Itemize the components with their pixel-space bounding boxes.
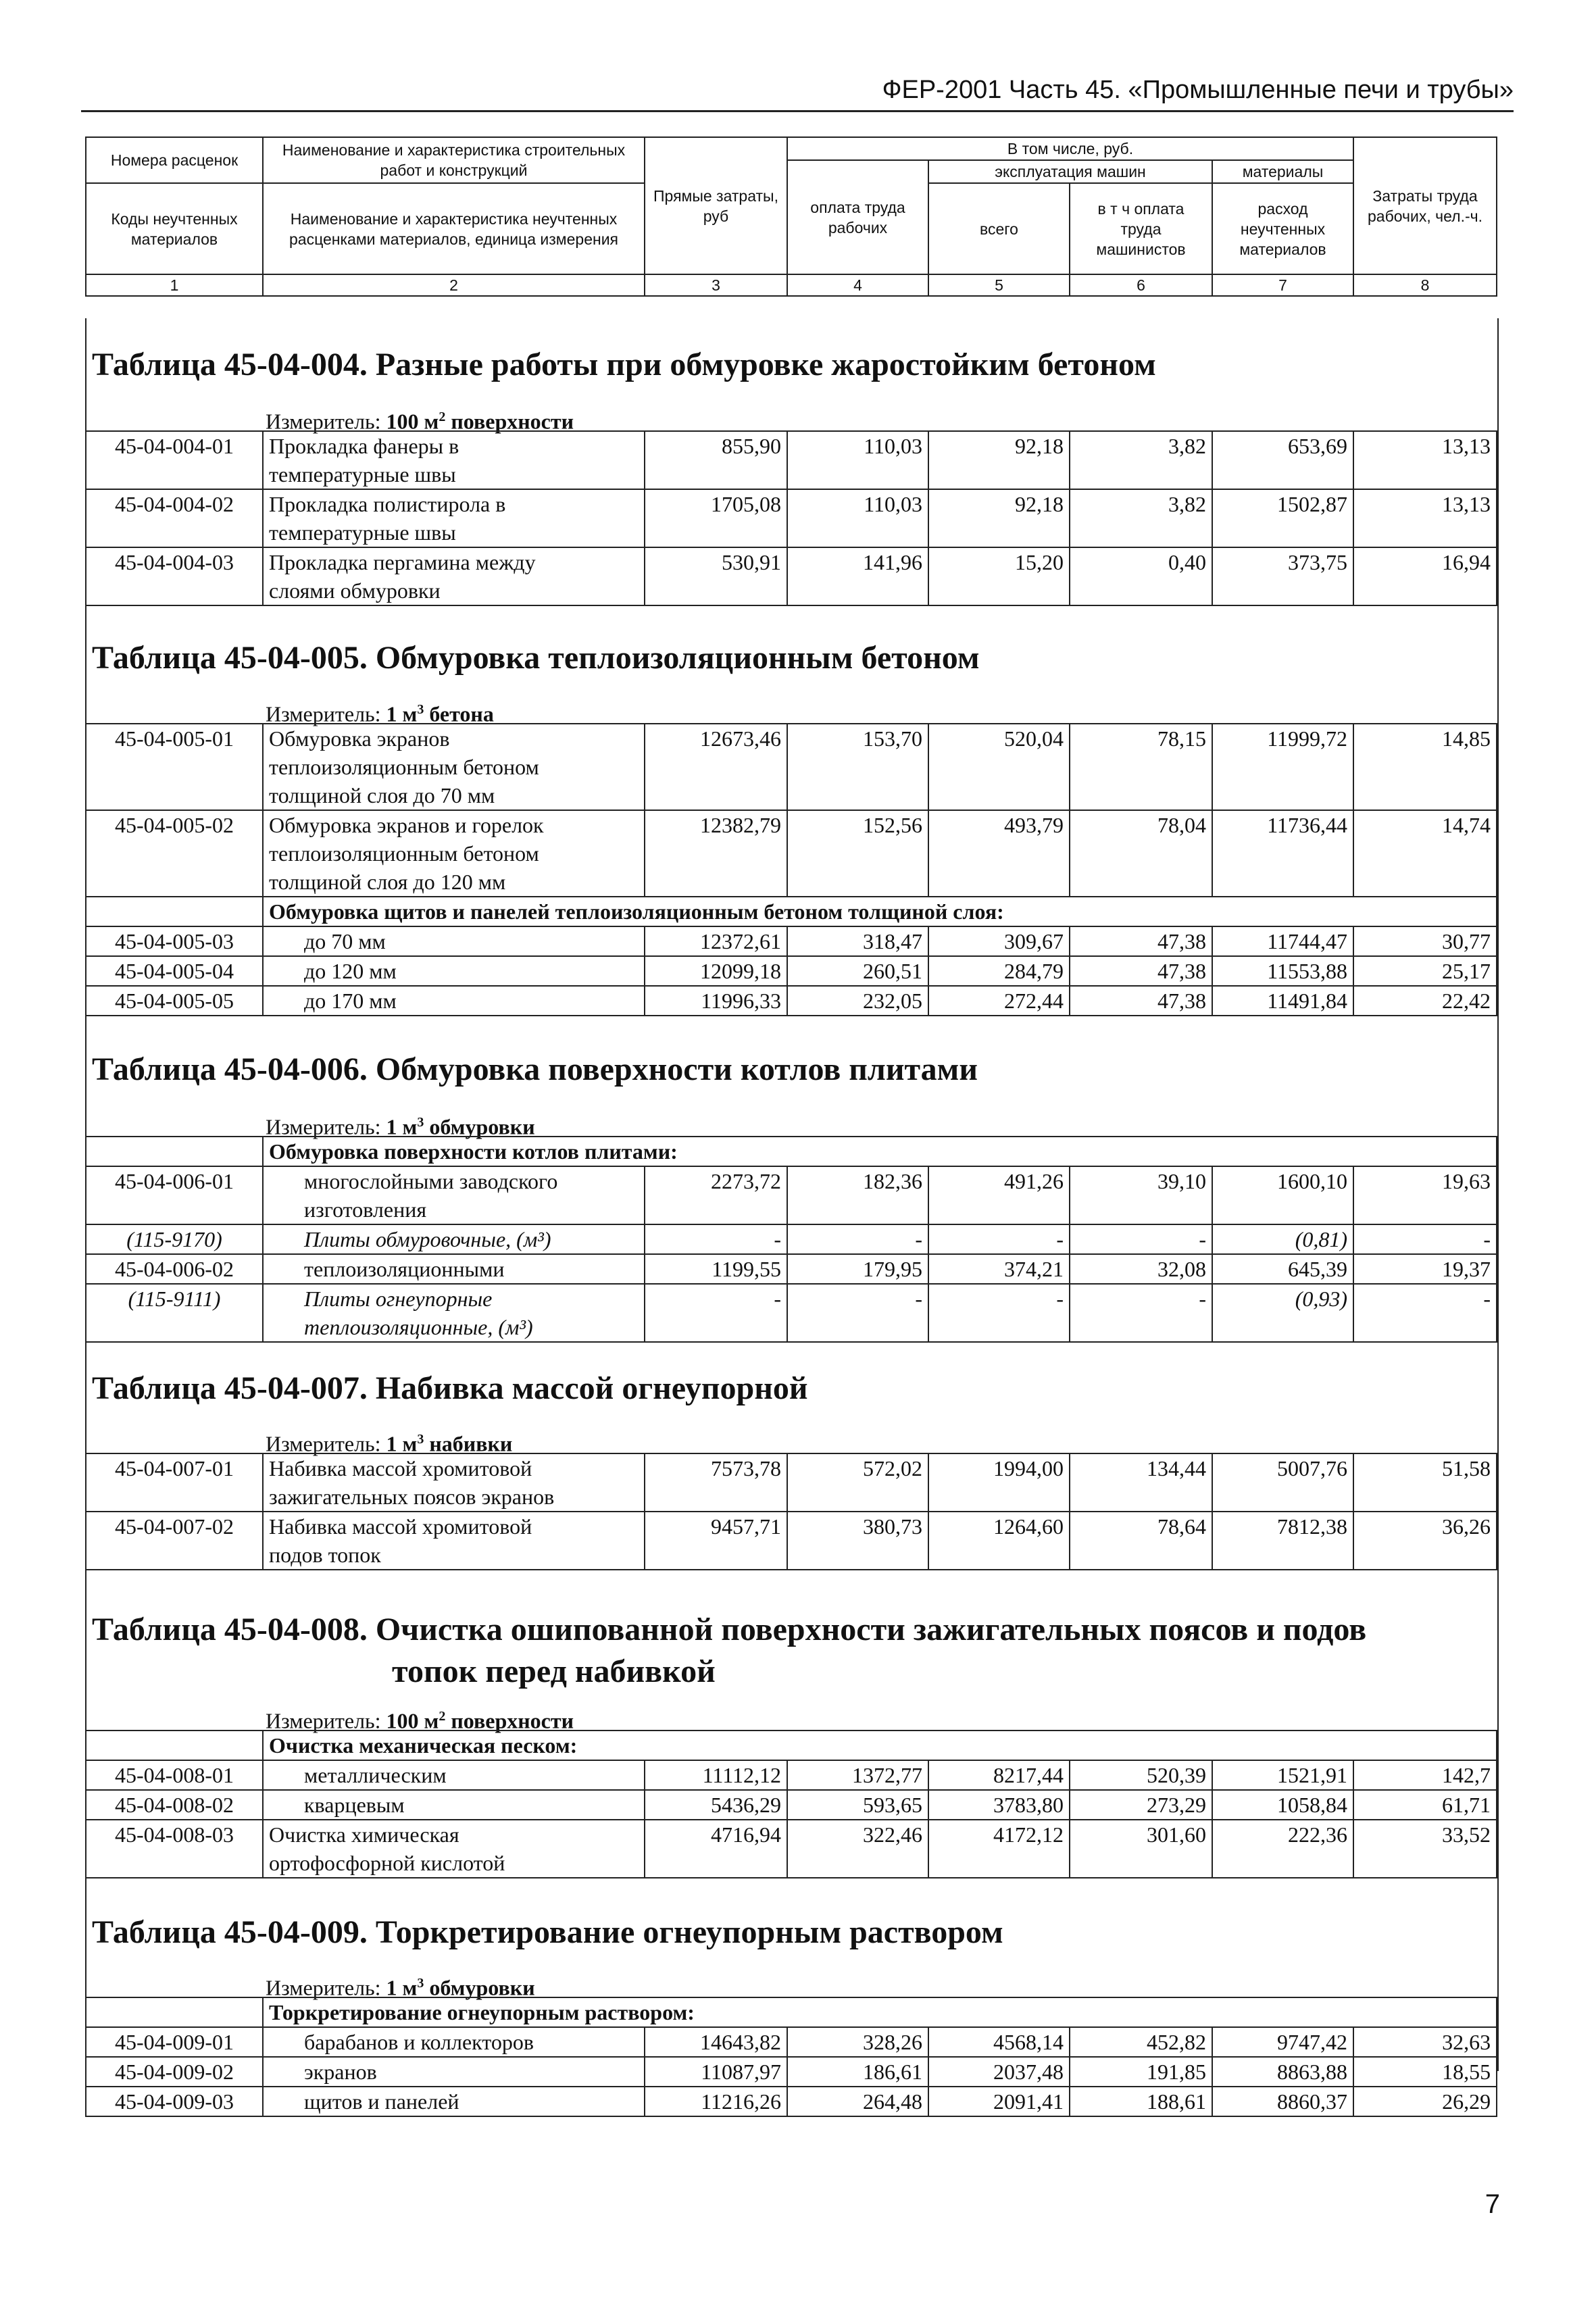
- work-description: [263, 431, 645, 489]
- work-description: [263, 1512, 645, 1570]
- col-header-including: В том числе, руб.: [787, 137, 1353, 160]
- rate-code: 45-04-005-02: [86, 810, 263, 897]
- description-line: Плиты обмуровочные, (м³): [304, 1227, 551, 1251]
- table-row: [86, 986, 1497, 1016]
- labor-pay-value: 260,51: [787, 956, 928, 986]
- work-description: [263, 1284, 645, 1342]
- machines-total-value: 2037,48: [928, 2057, 1070, 2087]
- description-line: многослойными заводского: [304, 1169, 558, 1193]
- labor-hours-value: -: [1353, 1284, 1497, 1342]
- description-line: толщиной слоя до 70 мм: [269, 783, 495, 807]
- direct-costs-value: 5436,29: [645, 1790, 787, 1820]
- unaccounted-materials-value: 7812,38: [1212, 1512, 1353, 1570]
- machines-total-value: 493,79: [928, 810, 1070, 897]
- labor-hours-value: 13,13: [1353, 431, 1497, 489]
- section-title: Таблица 45-04-005. Обмуровка теплоизоляционным бетоном: [92, 640, 980, 676]
- machinist-pay-value: 452,82: [1070, 2027, 1212, 2057]
- labor-hours-value: 51,58: [1353, 1453, 1497, 1512]
- machinist-pay-value: 47,38: [1070, 956, 1212, 986]
- table-row: [86, 810, 1497, 897]
- col-header-unaccounted-codes: Коды неучтенных материалов: [86, 183, 263, 274]
- rate-code: 45-04-009-03: [86, 2087, 263, 2116]
- table-row: [86, 926, 1497, 956]
- section-title: Таблица 45-04-008. Очистка ошипованной поверхности зажигательных поясов и подов: [92, 1612, 1367, 1647]
- column-number: 7: [1212, 274, 1353, 296]
- column-number: 5: [928, 274, 1070, 296]
- labor-hours-value: 142,7: [1353, 1760, 1497, 1790]
- work-description: [263, 986, 645, 1016]
- labor-pay-value: 182,36: [787, 1166, 928, 1224]
- rate-code: 45-04-009-01: [86, 2027, 263, 2057]
- unit-suffix: поверхности: [445, 409, 574, 434]
- table-row: [86, 1453, 1497, 1512]
- machines-total-value: 3783,80: [928, 1790, 1070, 1820]
- direct-costs-value: 7573,78: [645, 1453, 787, 1512]
- machines-total-value: 8217,44: [928, 1760, 1070, 1790]
- rate-code: 45-04-008-03: [86, 1820, 263, 1878]
- table-row: [86, 1760, 1497, 1790]
- machines-total-value: 4172,12: [928, 1820, 1070, 1878]
- table-row: [86, 1790, 1497, 1820]
- description-line: Прокладка пергамина между: [269, 550, 536, 574]
- labor-pay-value: 572,02: [787, 1453, 928, 1512]
- unit-suffix: бетона: [424, 701, 494, 726]
- labor-pay-value: 318,47: [787, 926, 928, 956]
- rate-code: 45-04-007-01: [86, 1453, 263, 1512]
- description-line: Прокладка полистирола в: [269, 492, 506, 516]
- work-description: [263, 547, 645, 605]
- unaccounted-materials-value: (0,93): [1212, 1284, 1353, 1342]
- rate-code: 45-04-005-04: [86, 956, 263, 986]
- table-row: [86, 431, 1497, 489]
- col-header-machinist-labor: в т ч оплата труда машинистов: [1070, 183, 1212, 274]
- labor-hours-value: 14,74: [1353, 810, 1497, 897]
- work-description: [263, 956, 645, 986]
- labor-pay-value: 110,03: [787, 431, 928, 489]
- rate-code: 45-04-004-03: [86, 547, 263, 605]
- unit-prefix: Измеритель:: [266, 1975, 386, 2000]
- labor-pay-value: 152,56: [787, 810, 928, 897]
- direct-costs-value: 530,91: [645, 547, 787, 605]
- section-title: Таблица 45-04-004. Разные работы при обмуровке жаростойким бетоном: [92, 347, 1156, 382]
- work-description: [263, 926, 645, 956]
- section-title-continued: топок перед набивкой: [392, 1653, 716, 1689]
- work-description: [263, 2057, 645, 2087]
- work-description: [263, 1760, 645, 1790]
- description-line: подов топок: [269, 1543, 381, 1567]
- table-subheading: Очистка механическая песком:: [263, 1731, 1497, 1760]
- labor-pay-value: 110,03: [787, 489, 928, 547]
- description-line: до 120 мм: [304, 959, 397, 983]
- labor-pay-value: 141,96: [787, 547, 928, 605]
- machines-total-value: 1264,60: [928, 1512, 1070, 1570]
- labor-hours-value: 26,29: [1353, 2087, 1497, 2116]
- machinist-pay-value: 191,85: [1070, 2057, 1212, 2087]
- subhead-spacer: [86, 1731, 263, 1760]
- labor-hours-value: 18,55: [1353, 2057, 1497, 2087]
- unaccounted-materials-value: 653,69: [1212, 431, 1353, 489]
- direct-costs-value: -: [645, 1284, 787, 1342]
- column-number: 2: [263, 274, 645, 296]
- unit-prefix: Измеритель:: [266, 409, 386, 434]
- rates-table: [85, 1136, 1497, 1343]
- description-line: до 70 мм: [304, 929, 386, 953]
- direct-costs-value: 12372,61: [645, 926, 787, 956]
- unit-prefix: Измеритель:: [266, 701, 386, 726]
- unit-exponent: 3: [417, 1432, 424, 1447]
- unaccounted-materials-value: 645,39: [1212, 1254, 1353, 1284]
- direct-costs-value: 11087,97: [645, 2057, 787, 2087]
- machinist-pay-value: 134,44: [1070, 1453, 1212, 1512]
- rate-code: 45-04-009-02: [86, 2057, 263, 2087]
- machines-total-value: 309,67: [928, 926, 1070, 956]
- column-number: 4: [787, 274, 928, 296]
- table-row: [86, 2087, 1497, 2116]
- direct-costs-value: 9457,71: [645, 1512, 787, 1570]
- rate-code: 45-04-006-01: [86, 1166, 263, 1224]
- table-subheading: Обмуровка поверхности котлов плитами:: [263, 1137, 1497, 1166]
- description-line: до 170 мм: [304, 989, 397, 1013]
- direct-costs-value: 14643,82: [645, 2027, 787, 2057]
- machines-total-value: -: [928, 1224, 1070, 1254]
- labor-pay-value: 232,05: [787, 986, 928, 1016]
- rates-table: [85, 1997, 1497, 2117]
- labor-pay-value: -: [787, 1224, 928, 1254]
- col-header-rates: Номера расценок: [86, 137, 263, 183]
- machinist-pay-value: 78,15: [1070, 724, 1212, 810]
- machines-total-value: 92,18: [928, 431, 1070, 489]
- machinist-pay-value: 78,64: [1070, 1512, 1212, 1570]
- work-description: [263, 1166, 645, 1224]
- rate-code: 45-04-007-02: [86, 1512, 263, 1570]
- labor-hours-value: 19,37: [1353, 1254, 1497, 1284]
- table-row: [86, 724, 1497, 810]
- description-line: теплоизоляционным бетоном: [269, 841, 539, 866]
- machines-total-value: 272,44: [928, 986, 1070, 1016]
- labor-pay-value: 328,26: [787, 2027, 928, 2057]
- col-header-machines: эксплуатация машин: [928, 160, 1212, 183]
- direct-costs-value: 12099,18: [645, 956, 787, 986]
- description-line: Очистка химическая: [269, 1822, 459, 1847]
- labor-pay-value: 264,48: [787, 2087, 928, 2116]
- description-line: теплоизоляционным бетоном: [269, 755, 539, 779]
- rate-code: 45-04-004-01: [86, 431, 263, 489]
- labor-pay-value: -: [787, 1284, 928, 1342]
- subhead-spacer: [86, 1997, 263, 2027]
- direct-costs-value: 11216,26: [645, 2087, 787, 2116]
- unit-suffix: поверхности: [445, 1708, 574, 1733]
- unit-suffix: обмуровки: [424, 1975, 535, 2000]
- direct-costs-value: 4716,94: [645, 1820, 787, 1878]
- description-line: температурные швы: [269, 462, 456, 487]
- subhead-spacer: [86, 1137, 263, 1166]
- material-code: (115-9170): [86, 1224, 263, 1254]
- labor-pay-value: 186,61: [787, 2057, 928, 2087]
- column-number: 3: [645, 274, 787, 296]
- labor-hours-value: 30,77: [1353, 926, 1497, 956]
- description-line: Набивка массой хромитовой: [269, 1514, 532, 1539]
- direct-costs-value: 2273,72: [645, 1166, 787, 1224]
- machines-total-value: 4568,14: [928, 2027, 1070, 2057]
- description-line: Обмуровка экранов: [269, 726, 450, 751]
- description-line: барабанов и коллекторов: [304, 2030, 534, 2054]
- col-header-machines-total: всего: [928, 183, 1070, 274]
- col-header-unaccounted-consumption: расход неучтенных материалов: [1212, 183, 1353, 274]
- rate-code: 45-04-006-02: [86, 1254, 263, 1284]
- subhead-spacer: [86, 897, 263, 926]
- labor-hours-value: 61,71: [1353, 1790, 1497, 1820]
- machinist-pay-value: 520,39: [1070, 1760, 1212, 1790]
- page-number: 7: [1485, 2189, 1500, 2219]
- work-description: [263, 1790, 645, 1820]
- labor-hours-value: 13,13: [1353, 489, 1497, 547]
- col-header-labor-cost: Затраты труда рабочих, чел.-ч.: [1353, 137, 1497, 274]
- unaccounted-materials-value: 1502,87: [1212, 489, 1353, 547]
- unaccounted-materials-value: 11999,72: [1212, 724, 1353, 810]
- machinist-pay-value: -: [1070, 1224, 1212, 1254]
- direct-costs-value: 855,90: [645, 431, 787, 489]
- labor-hours-value: 19,63: [1353, 1166, 1497, 1224]
- rate-code: 45-04-005-01: [86, 724, 263, 810]
- section-title: Таблица 45-04-007. Набивка массой огнеупорной: [92, 1370, 808, 1406]
- rates-table: [85, 723, 1497, 1016]
- description-line: Прокладка фанеры в: [269, 434, 459, 458]
- rates-table: [85, 1730, 1497, 1878]
- machinist-pay-value: 3,82: [1070, 431, 1212, 489]
- direct-costs-value: 12382,79: [645, 810, 787, 897]
- section-title: Таблица 45-04-006. Обмуровка поверхности котлов плитами: [92, 1051, 978, 1087]
- rate-code: 45-04-005-03: [86, 926, 263, 956]
- machinist-pay-value: 32,08: [1070, 1254, 1212, 1284]
- unit-prefix: Измеритель:: [266, 1114, 386, 1139]
- machinist-pay-value: 47,38: [1070, 986, 1212, 1016]
- labor-hours-value: 16,94: [1353, 547, 1497, 605]
- running-header: ФЕР-2001 Часть 45. «Промышленные печи и трубы»: [882, 76, 1514, 104]
- table-row: [86, 1254, 1497, 1284]
- unaccounted-materials-value: 1058,84: [1212, 1790, 1353, 1820]
- rate-code: 45-04-008-02: [86, 1790, 263, 1820]
- rates-table: [85, 430, 1497, 606]
- table-row: [86, 547, 1497, 605]
- unaccounted-materials-value: 8860,37: [1212, 2087, 1353, 2116]
- work-description: [263, 810, 645, 897]
- direct-costs-value: 12673,46: [645, 724, 787, 810]
- table-subheading: Обмуровка щитов и панелей теплоизоляционным бетоном толщиной слоя:: [263, 897, 1497, 926]
- col-header-materials: материалы: [1212, 160, 1353, 183]
- unit-value: 1 м: [386, 1975, 418, 2000]
- rate-code: 45-04-005-05: [86, 986, 263, 1016]
- description-line: Обмуровка экранов и горелок: [269, 813, 544, 837]
- description-line: кварцевым: [304, 1793, 405, 1817]
- material-code: (115-9111): [86, 1284, 263, 1342]
- unit-exponent: 2: [439, 1709, 446, 1724]
- work-description: [263, 1820, 645, 1878]
- col-header-labor: оплата труда рабочих: [787, 160, 928, 274]
- column-header-table: [85, 136, 1497, 297]
- labor-hours-value: -: [1353, 1224, 1497, 1254]
- description-line: металлическим: [304, 1763, 447, 1787]
- unaccounted-materials-value: 1521,91: [1212, 1760, 1353, 1790]
- machines-total-value: 374,21: [928, 1254, 1070, 1284]
- unit-suffix: набивки: [424, 1431, 513, 1456]
- machines-total-value: 520,04: [928, 724, 1070, 810]
- unit-exponent: 2: [439, 409, 446, 424]
- unaccounted-materials-value: 9747,42: [1212, 2027, 1353, 2057]
- unaccounted-materials-value: 11491,84: [1212, 986, 1353, 1016]
- column-number: 6: [1070, 274, 1212, 296]
- rate-code: 45-04-004-02: [86, 489, 263, 547]
- work-description: [263, 2087, 645, 2116]
- table-row: [86, 489, 1497, 547]
- unit-prefix: Измеритель:: [266, 1431, 386, 1456]
- description-line: зажигательных поясов экранов: [269, 1485, 555, 1509]
- direct-costs-value: -: [645, 1224, 787, 1254]
- labor-hours-value: 32,63: [1353, 2027, 1497, 2057]
- labor-pay-value: 593,65: [787, 1790, 928, 1820]
- machinist-pay-value: 47,38: [1070, 926, 1212, 956]
- labor-pay-value: 322,46: [787, 1820, 928, 1878]
- machines-total-value: 491,26: [928, 1166, 1070, 1224]
- labor-pay-value: 179,95: [787, 1254, 928, 1284]
- table-row: [86, 1284, 1497, 1342]
- description-line: теплоизоляционными: [304, 1257, 505, 1281]
- unaccounted-materials-value: 11553,88: [1212, 956, 1353, 986]
- col-header-works: Наименование и характеристика строительных работ и конструкций: [263, 137, 645, 183]
- header-rule: [81, 110, 1514, 112]
- machinist-pay-value: -: [1070, 1284, 1212, 1342]
- unit-value: 1 м: [386, 1431, 418, 1456]
- description-line: слоями обмуровки: [269, 578, 441, 603]
- table-row: [86, 1820, 1497, 1878]
- machines-total-value: 284,79: [928, 956, 1070, 986]
- machinist-pay-value: 0,40: [1070, 547, 1212, 605]
- labor-hours-value: 36,26: [1353, 1512, 1497, 1570]
- unit-value: 1 м: [386, 701, 418, 726]
- table-row: [86, 2057, 1497, 2087]
- unit-exponent: 3: [417, 1115, 424, 1130]
- machines-total-value: 92,18: [928, 489, 1070, 547]
- unit-value: 1 м: [386, 1114, 418, 1139]
- unit-value: 100 м: [386, 1708, 439, 1733]
- labor-pay-value: 380,73: [787, 1512, 928, 1570]
- machinist-pay-value: 301,60: [1070, 1820, 1212, 1878]
- labor-pay-value: 1372,77: [787, 1760, 928, 1790]
- column-number: 1: [86, 274, 263, 296]
- work-description: [263, 2027, 645, 2057]
- labor-hours-value: 25,17: [1353, 956, 1497, 986]
- machinist-pay-value: 273,29: [1070, 1790, 1212, 1820]
- unaccounted-materials-value: 11736,44: [1212, 810, 1353, 897]
- unit-value: 100 м: [386, 409, 439, 434]
- work-description: [263, 1224, 645, 1254]
- labor-hours-value: 22,42: [1353, 986, 1497, 1016]
- machines-total-value: 15,20: [928, 547, 1070, 605]
- machines-total-value: 1994,00: [928, 1453, 1070, 1512]
- rate-code: 45-04-008-01: [86, 1760, 263, 1790]
- labor-pay-value: 153,70: [787, 724, 928, 810]
- description-line: Плиты огнеупорные: [304, 1287, 493, 1311]
- direct-costs-value: 1199,55: [645, 1254, 787, 1284]
- direct-costs-value: 11112,12: [645, 1760, 787, 1790]
- labor-hours-value: 14,85: [1353, 724, 1497, 810]
- unaccounted-materials-value: 222,36: [1212, 1820, 1353, 1878]
- unaccounted-materials-value: 8863,88: [1212, 2057, 1353, 2087]
- unaccounted-materials-value: 11744,47: [1212, 926, 1353, 956]
- section-title: Таблица 45-04-009. Торкретирование огнеупорным раствором: [92, 1914, 1003, 1950]
- description-line: ортофосфорной кислотой: [269, 1851, 505, 1875]
- machinist-pay-value: 39,10: [1070, 1166, 1212, 1224]
- description-line: толщиной слоя до 120 мм: [269, 870, 506, 894]
- unit-exponent: 3: [417, 1976, 424, 1991]
- description-line: температурные швы: [269, 520, 456, 545]
- unaccounted-materials-value: 373,75: [1212, 547, 1353, 605]
- work-description: [263, 1453, 645, 1512]
- description-line: щитов и панелей: [304, 2089, 459, 2114]
- labor-hours-value: 33,52: [1353, 1820, 1497, 1878]
- direct-costs-value: 11996,33: [645, 986, 787, 1016]
- table-row: [86, 1512, 1497, 1570]
- table-row: [86, 1166, 1497, 1224]
- col-header-unaccounted-materials: Наименование и характеристика неучтенных расценками материалов, единица измерения: [263, 183, 645, 274]
- column-number: 8: [1353, 274, 1497, 296]
- unaccounted-materials-value: (0,81): [1212, 1224, 1353, 1254]
- machines-total-value: -: [928, 1284, 1070, 1342]
- work-description: [263, 1254, 645, 1284]
- unaccounted-materials-value: 5007,76: [1212, 1453, 1353, 1512]
- description-line: изготовления: [304, 1197, 427, 1222]
- machines-total-value: 2091,41: [928, 2087, 1070, 2116]
- description-line: экранов: [304, 2060, 377, 2084]
- machinist-pay-value: 188,61: [1070, 2087, 1212, 2116]
- work-description: [263, 724, 645, 810]
- description-line: Набивка массой хромитовой: [269, 1456, 532, 1480]
- direct-costs-value: 1705,08: [645, 489, 787, 547]
- table-row: [86, 956, 1497, 986]
- col-header-direct-costs: Прямые затраты, руб: [645, 137, 787, 274]
- rates-table: [85, 1453, 1497, 1570]
- unit-suffix: обмуровки: [424, 1114, 535, 1139]
- table-row: [86, 1224, 1497, 1254]
- machinist-pay-value: 78,04: [1070, 810, 1212, 897]
- unaccounted-materials-value: 1600,10: [1212, 1166, 1353, 1224]
- table-subheading: Торкретирование огнеупорным раствором:: [263, 1997, 1497, 2027]
- description-line: теплоизоляционные, (м³): [304, 1315, 533, 1339]
- unit-exponent: 3: [417, 702, 424, 717]
- unit-prefix: Измеритель:: [266, 1708, 386, 1733]
- table-row: [86, 2027, 1497, 2057]
- machinist-pay-value: 3,82: [1070, 489, 1212, 547]
- work-description: [263, 489, 645, 547]
